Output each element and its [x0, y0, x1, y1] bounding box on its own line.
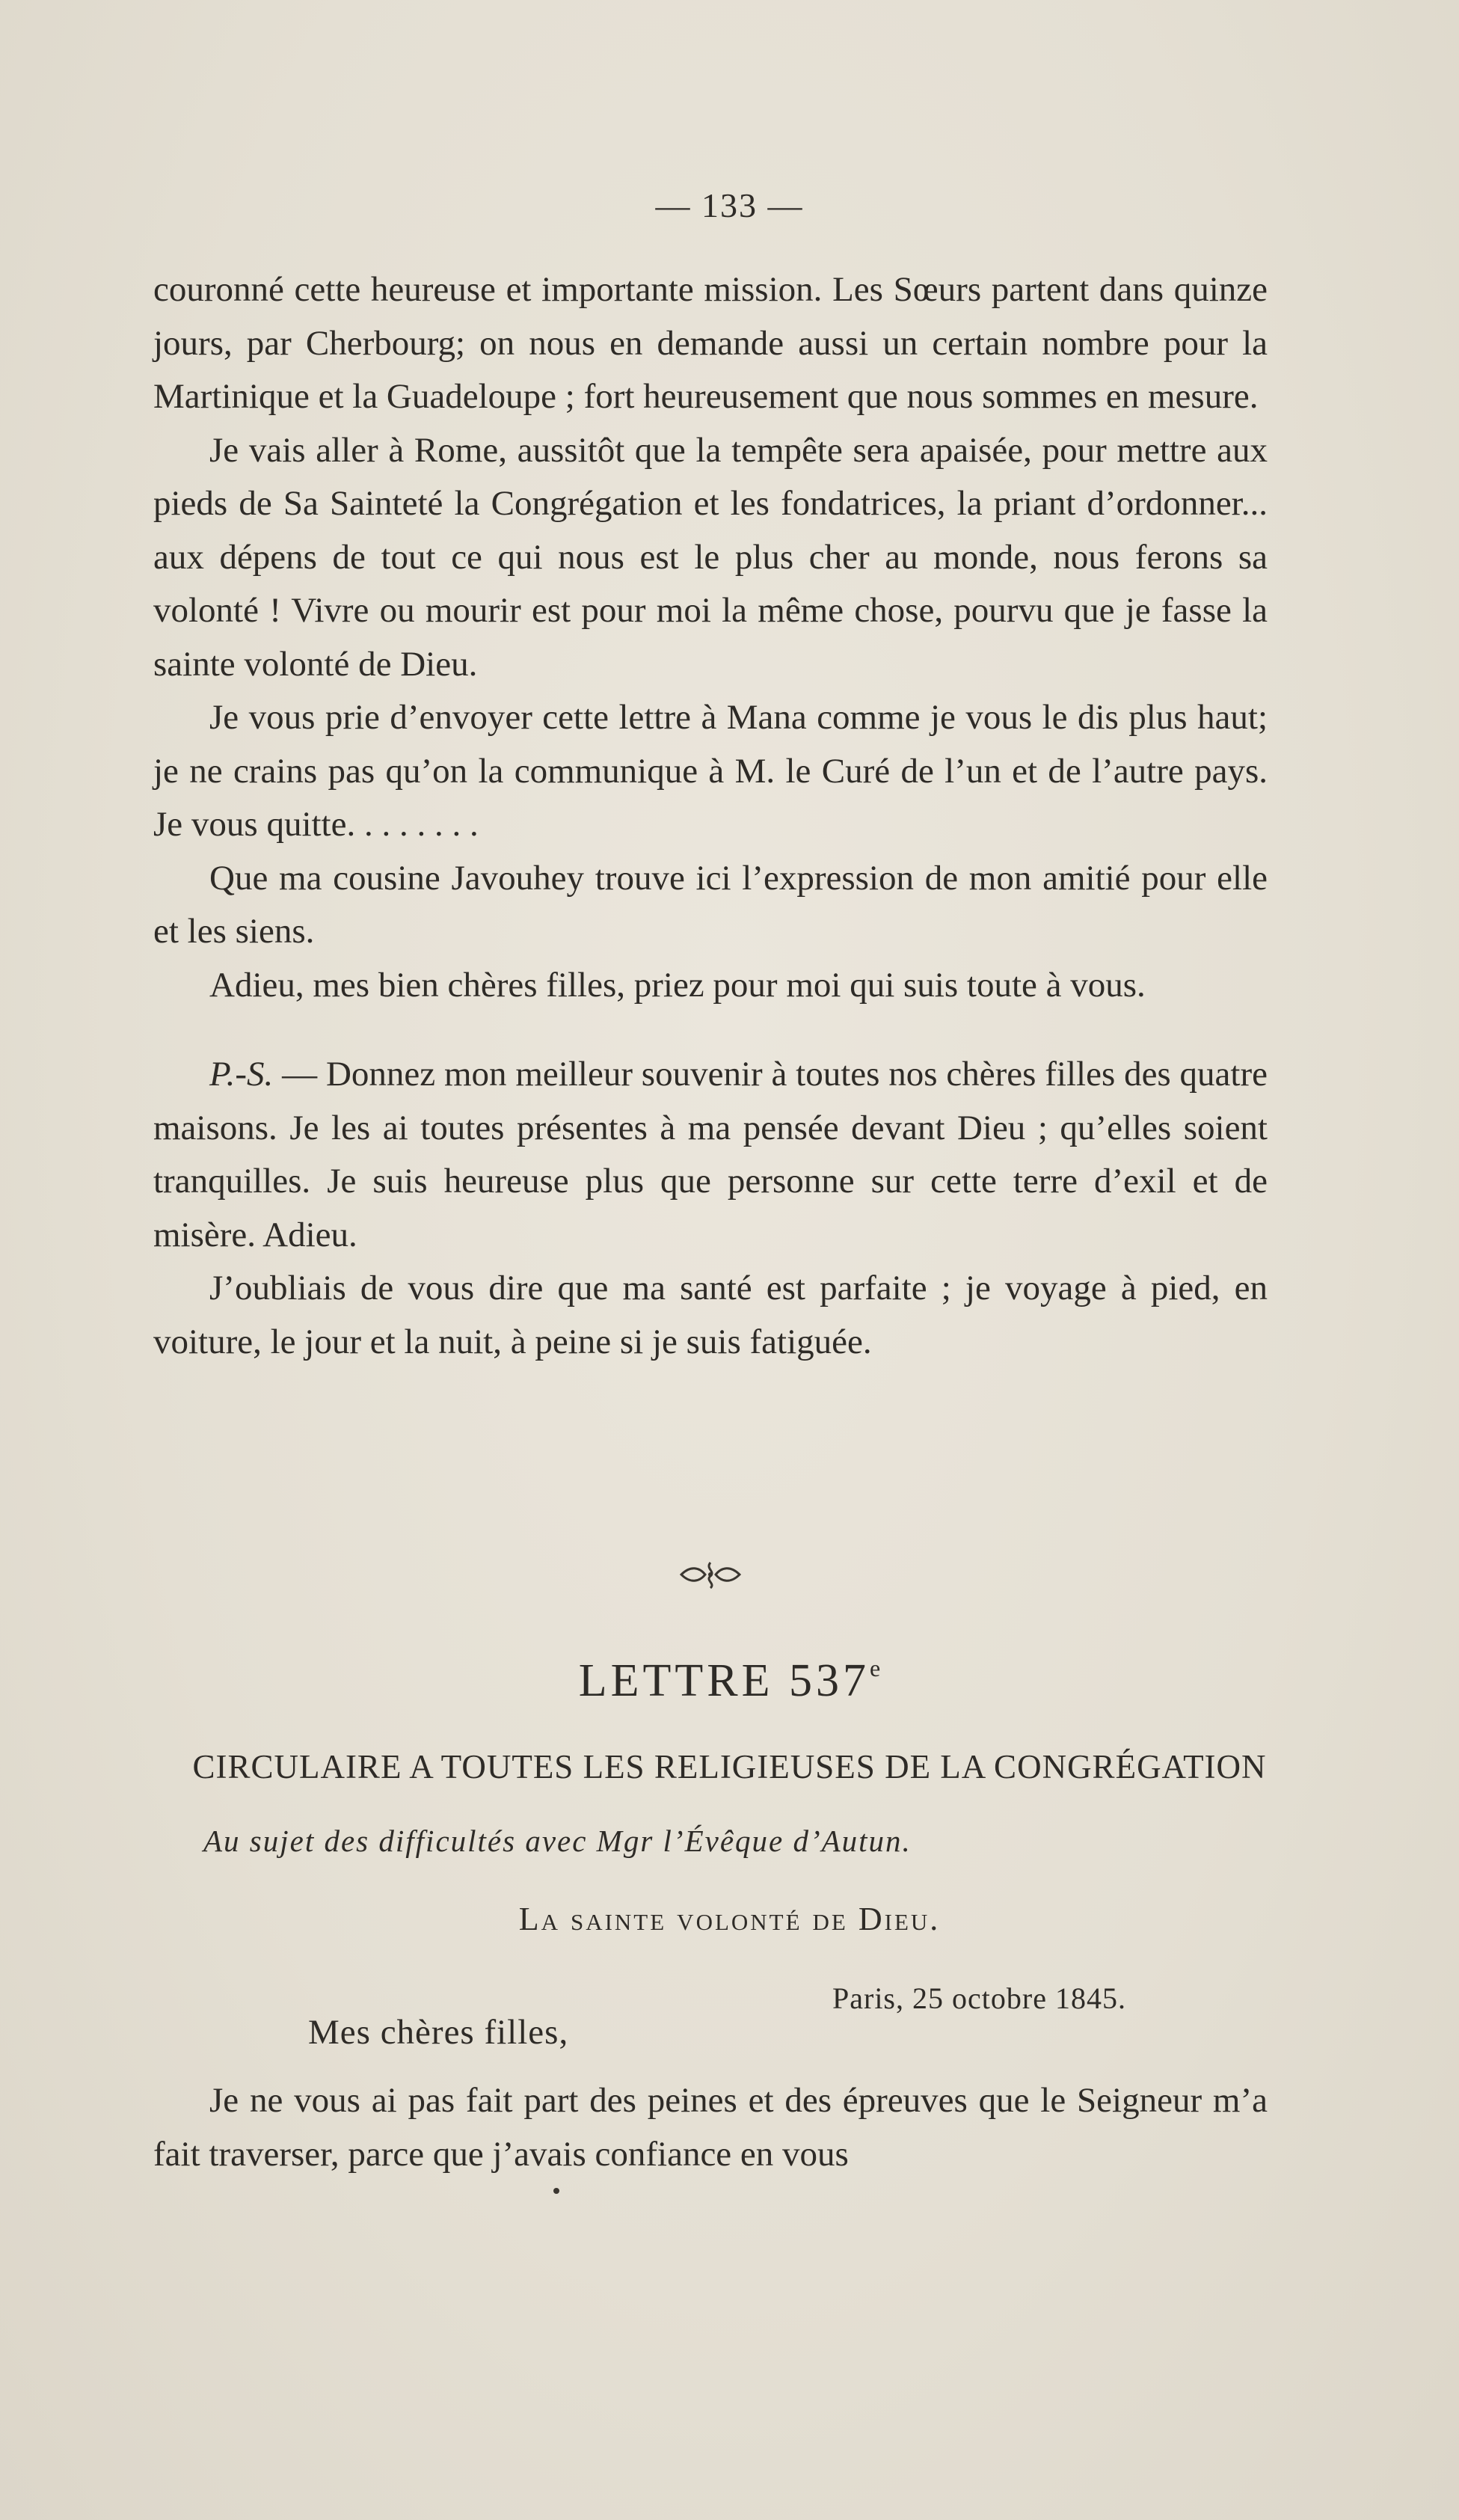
floral-vignette-icon — [677, 1560, 744, 1589]
postscript-label: P.-S. — [209, 1055, 274, 1094]
letter-motto: La sainte volonté de Dieu. — [518, 1901, 941, 1937]
paragraph-farewell: Adieu, mes bien chères filles, priez pour moi qui suis toute à vous. — [209, 965, 1146, 1005]
letter-title-suffix: e — [870, 1655, 881, 1681]
paragraph-opening: Je ne vous ai pas fait part des peines et des épreuves que le Seigneur m’a fait traverser, parce que j’avais confiance en vous — [153, 2081, 1268, 2174]
salutation: Mes chères filles, — [308, 2013, 569, 2052]
page-number: — 133 — — [655, 186, 804, 224]
paragraph-mana: Je vous prie d’envoyer cette lettre à Mana comme je vous le dis plus haut; je ne crains pas qu’on la communique à M. le Curé de l’un et de l’autre pays. Je vous quitte. . . . . . . . — [153, 698, 1268, 844]
postscript — [153, 1048, 1268, 1262]
postscript-health: J’oubliais de vous dire que ma santé est parfaite ; je voyage à pied, en voiture, le jour et la nuit, à peine si je suis fatiguée. — [153, 1269, 1268, 1361]
new-letter-body — [153, 2074, 1268, 2181]
letter-title-text: LETTRE 537 — [578, 1655, 870, 1706]
letter-continuation — [153, 263, 1268, 1369]
letter-title — [0, 1655, 1459, 1708]
place-date: Paris, 25 octobre 1845. — [832, 1981, 1126, 2015]
circular-heading: CIRCULAIRE A TOUTES LES RELIGIEUSES DE LA CONGRÉGATION — [192, 1748, 1267, 1785]
paragraph-rome: Je vais aller à Rome, aussitôt que la tempête sera apaisée, pour mettre aux pieds de Sa Sainteté la Congrégation et les fondatrices, la priant d’ordonner... aux dépens de tout ce qui nous est le plus cher au monde, nous ferons sa volonté ! Vivre ou mourir est pour moi la même chose, pourvu que je fasse la sainte volonté de Dieu. — [153, 430, 1268, 684]
paragraph-cousin: Que ma cousine Javouhey trouve ici l’expression de mon amitié pour elle et les siens. — [153, 858, 1268, 951]
ink-spot — [553, 2188, 559, 2194]
paragraph-mission: couronné cette heureuse et importante mission. Les Sœurs partent dans quinze jours, par Cherbourg; on nous en demande aussi un certain nombre pour la Martinique et la Guadeloupe ; fort heureusement que nous sommes en mesure. — [153, 270, 1268, 416]
letter-subject: Au sujet des difficultés avec Mgr l’Évêque d’Autun. — [203, 1824, 912, 1858]
postscript-text: — Donnez mon meilleur souvenir à toutes nos chères filles des quatre maisons. Je les ai toutes présentes à ma pensée devant Dieu ; qu’elles soient tranquilles. Je suis heureuse plus que personne sur cette terre d’exil et de misère. Adieu. — [153, 1055, 1268, 1254]
